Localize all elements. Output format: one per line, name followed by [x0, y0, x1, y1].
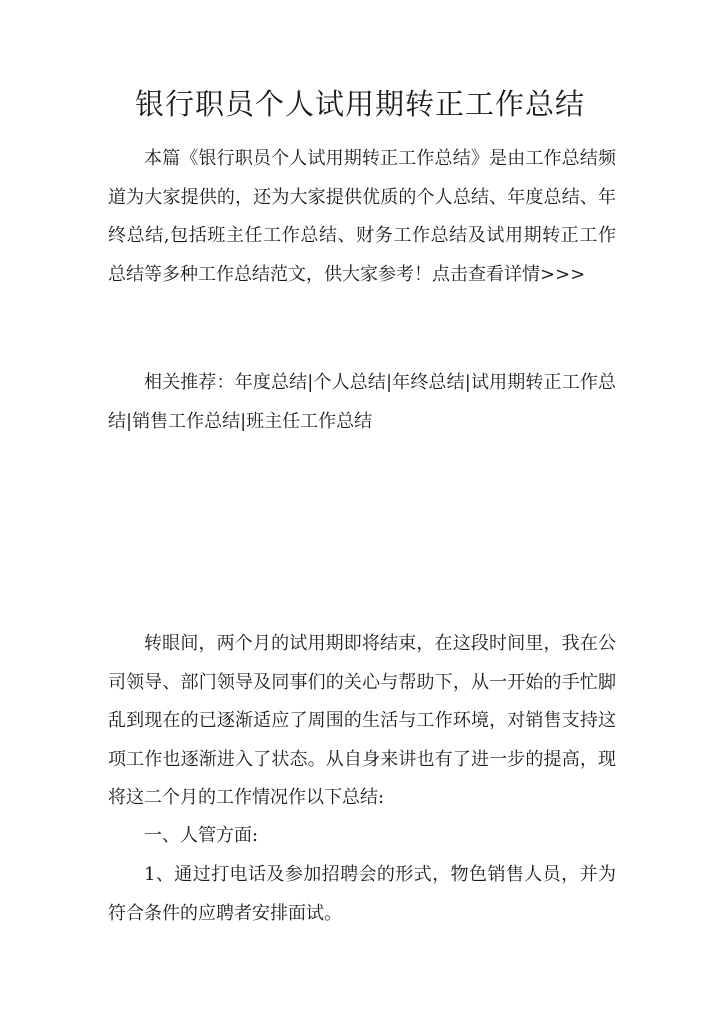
section-heading: 一、人管方面: [144, 825, 259, 846]
body-paragraph: 转眼间，两个月的试用期即将结束，在这段时间里，我在公司领导、部门领导及同事们的关心与帮助下，从一开始的手忙脚乱到现在的已逐渐适应了周围的生活与工作环境，对销售支持这项工作也逐渐进入了状态。从自身来讲也有了进一步的提高，现将这二个月的工作情况作以下总结: [108, 633, 616, 808]
related-recommendations: 相关推荐：年度总结|个人总结|年终总结|试用期转正工作总结|销售工作总结|班主任工作总结 [108, 372, 616, 432]
intro-paragraph: 本篇《银行职员个人试用期转正工作总结》是由工作总结频道为大家提供的，还为大家提供优质的个人总结、年度总结、年终总结,包括班主任工作总结、财务工作总结及试用期转正工作总结等多种工作总结范文，供大家参考！点击查看详情>>> [108, 148, 616, 285]
document-title: 银行职员个人试用期转正工作总结 [134, 87, 585, 121]
list-item: 1、通过打电话及参加招聘会的形式，物色销售人员，并为符合条件的应聘者安排面试。 [108, 864, 616, 924]
